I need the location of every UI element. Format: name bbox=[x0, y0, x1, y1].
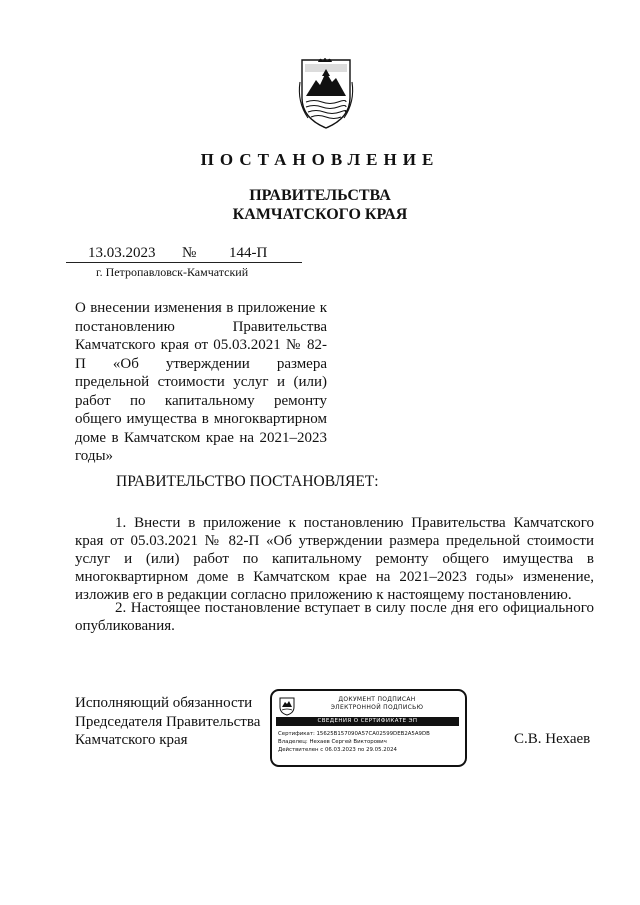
document-date: 13.03.2023 bbox=[88, 245, 156, 261]
signatory-title-line-1: Исполняющий обязанности bbox=[75, 695, 253, 711]
issue-city: г. Петропавловск-Камчатский bbox=[96, 265, 249, 279]
document-subject: О внесении изменения в приложение к постановлению Правительства Камчатского края от 05.03.2021 № 82-П «Об утверждении размера предельной стоимости услуг и (или) работ по капитальному ремонту общего имущества в многоквартирном доме в Камчатском крае на 2021–2023 годы» bbox=[75, 300, 327, 464]
esign-certificate-bar: СВЕДЕНИЯ О СЕРТИФИКАТЕ ЭП bbox=[276, 717, 459, 726]
signatory-title-line-2: Председателя Правительства bbox=[75, 713, 261, 730]
date-number-underline bbox=[66, 262, 302, 263]
electronic-signature-stamp bbox=[270, 689, 467, 767]
signatory-name: С.В. Нехаев bbox=[514, 731, 591, 747]
issuer-line-2: КАМЧАТСКОГО КРАЯ bbox=[232, 206, 408, 223]
esign-header-line-2: ЭЛЕКТРОННОЙ ПОДПИСЬЮ bbox=[330, 704, 424, 711]
issuer-block bbox=[0, 186, 640, 224]
issuer-line-1: ПРАВИТЕЛЬСТВА bbox=[249, 187, 391, 204]
esign-validity: Действителен с 06.03.2023 по 29.05.2024 bbox=[278, 747, 397, 753]
paragraph-2: 2. Настоящее постановление вступает в силу после дня его официального опубликования. bbox=[75, 600, 594, 634]
decree-statement: ПРАВИТЕЛЬСТВО ПОСТАНОВЛЯЕТ: bbox=[116, 473, 379, 490]
paragraph-1: 1. Внести в приложение к постановлению Правительства Камчатского края от 05.03.2021 № 82-П «Об утверждении размера предельной стоимости услуг и (или) работ по капитальному ремонту общего имущества в многоквартирном доме в Камчатском крае на 2021–2023 годы» изменение, изложив его в редакции согласно приложению к настоящему постановлению. bbox=[75, 515, 594, 603]
esign-header bbox=[302, 696, 452, 712]
document-type: ПОСТАНОВЛЕНИЕ bbox=[200, 150, 440, 169]
kamchatka-coat-of-arms-icon bbox=[296, 52, 356, 132]
document-number: 144-П bbox=[229, 245, 268, 261]
number-sign: № bbox=[182, 245, 197, 261]
signatory-title bbox=[75, 694, 260, 750]
esign-certificate: Сертификат: 15625B157090A57CA02599DEB2A5A9DB bbox=[278, 731, 430, 737]
esign-emblem-icon bbox=[278, 696, 296, 716]
signatory-title-line-3: Камчатского края bbox=[75, 732, 188, 748]
esign-header-line-1: ДОКУМЕНТ ПОДПИСАН bbox=[338, 696, 416, 703]
esign-owner: Владелец: Нехаев Сергей Викторович bbox=[278, 739, 387, 745]
